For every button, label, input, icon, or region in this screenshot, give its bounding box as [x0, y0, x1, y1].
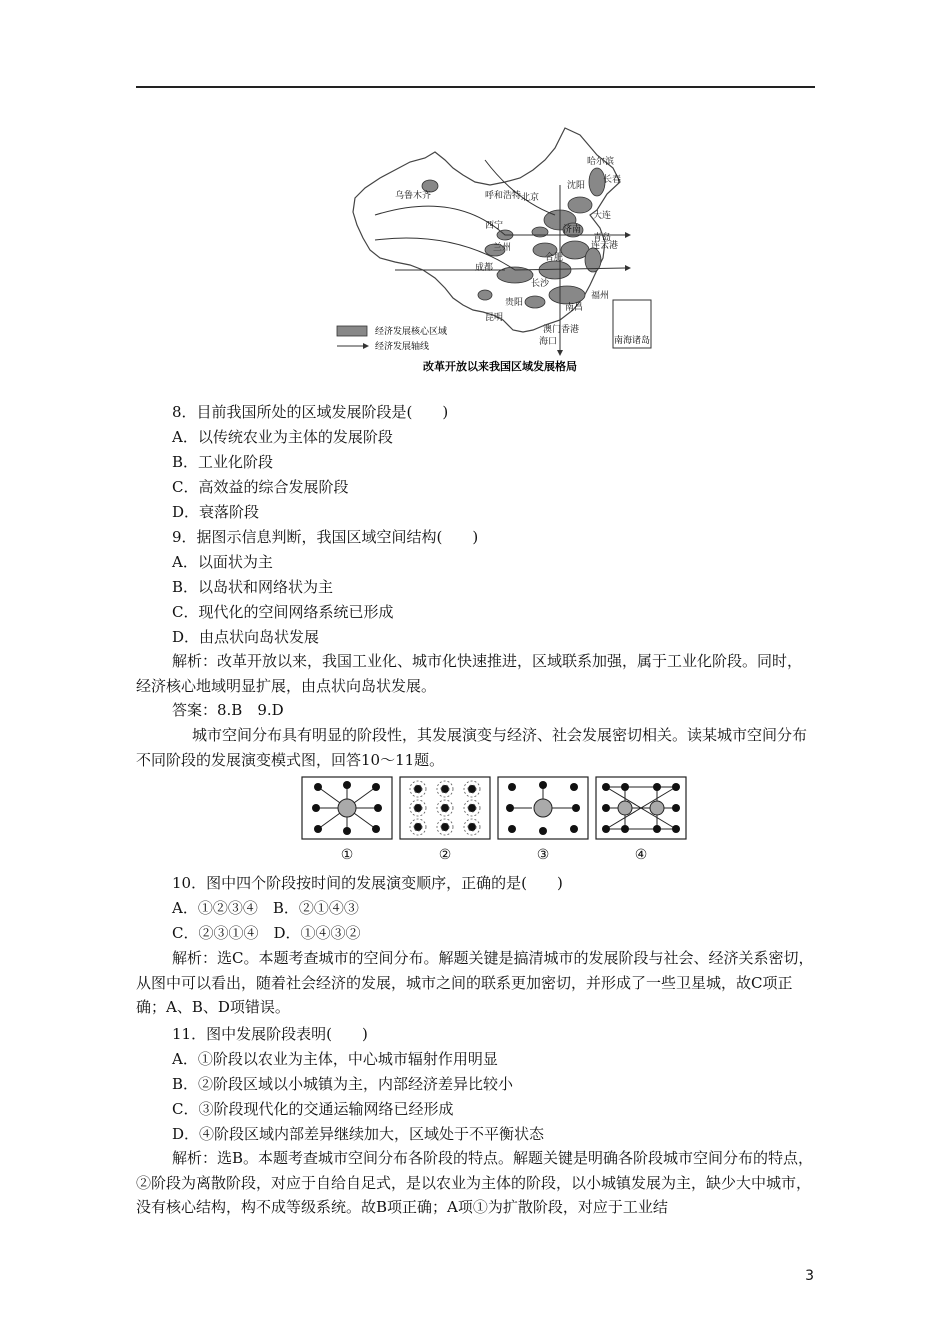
q9-option-b: B．以岛状和网络状为主: [172, 578, 334, 596]
header-rule: [136, 86, 815, 88]
q9-option-d: D．由点状向岛状发展: [172, 628, 320, 646]
q8-option-a: A．以传统农业为主体的发展阶段: [172, 428, 393, 446]
q8-option-b: B．工业化阶段: [172, 453, 274, 471]
svg-text:北京: 北京: [521, 193, 540, 203]
inset-label: 南海诸岛: [613, 336, 651, 346]
svg-text:香港: 香港: [561, 325, 580, 335]
q11-option-a: A．①阶段以农业为主体，中心城市辐射作用明显: [172, 1050, 498, 1068]
answer-8-9: 答案：8.B 9.D: [172, 701, 284, 719]
stage-label-3: ③: [536, 847, 550, 863]
svg-text:昆明: 昆明: [485, 313, 504, 323]
stage-label-1: ①: [340, 847, 354, 863]
q8-option-c: C．高效益的综合发展阶段: [172, 478, 349, 496]
svg-text:贵阳: 贵阳: [505, 298, 524, 308]
svg-text:合肥: 合肥: [545, 253, 564, 263]
stage-label-4: ④: [634, 847, 648, 863]
svg-text:青岛: 青岛: [593, 233, 612, 243]
svg-text:海口: 海口: [539, 337, 558, 347]
svg-text:西宁: 西宁: [485, 221, 504, 231]
legend-axis-label: 经济发展轴线: [375, 342, 430, 352]
stage-1-panel: [302, 777, 392, 839]
q9-stem: 9．据图示信息判断，我国区域空间结构( ): [172, 528, 479, 546]
q8-stem: 8．目前我国所处的区域发展阶段是( ): [172, 403, 449, 421]
stage-2-panel: [400, 777, 490, 839]
svg-text:沈阳: 沈阳: [567, 181, 586, 191]
svg-text:乌鲁木齐: 乌鲁木齐: [395, 191, 432, 201]
q11-option-c: C．③阶段现代化的交通运输网络已经形成: [172, 1100, 454, 1118]
page-number: 3: [805, 1268, 814, 1284]
svg-text:呼和浩特: 呼和浩特: [485, 191, 522, 201]
q9-option-c: C．现代化的空间网络系统已形成: [172, 603, 394, 621]
svg-text:澳门: 澳门: [543, 325, 562, 335]
analysis-8-9: 解析：改革开放以来，我国工业化、城市化快速推进，区域联系加强，属于工业化阶段。同时，经济核心地域明显扩展，由点状向岛状发展。: [136, 652, 803, 695]
svg-text:成都: 成都: [475, 263, 494, 273]
analysis-11: 解析：选B。本题考查城市空间分布各阶段的特点。解题关键是明确各阶段城市空间分布的特点，②阶段为离散阶段，对应于自给自足式，是以农业为主体的阶段，以小城镇发展为主，缺少大中城市，没有核心结构，构不成等级系统。故B项正确；A项①为扩散阶段，对应于工业结: [136, 1149, 814, 1216]
svg-text:南昌: 南昌: [565, 303, 584, 313]
svg-text:哈尔滨: 哈尔滨: [587, 157, 615, 167]
city-stage-diagrams: [300, 775, 690, 865]
q8-option-d: D．衰落阶段: [172, 503, 260, 521]
china-development-map: [335, 120, 665, 375]
svg-text:济南: 济南: [563, 225, 582, 235]
q11-option-d: D．④阶段区域内部差异继续加大，区域处于不平衡状态: [172, 1125, 545, 1143]
svg-text:兰州: 兰州: [493, 243, 512, 253]
svg-text:长沙: 长沙: [531, 279, 550, 289]
stage-label-2: ②: [438, 847, 452, 863]
analysis-10: 解析：选C。本题考查城市的空间分布。解题关键是搞清城市的发展阶段与社会、经济关系密切，从图中可以看出，随着社会经济的发展，城市之间的联系更加密切，并形成了一些卫星城，故C项正确；A、B、D项错误。: [136, 949, 814, 1016]
q9-option-a: A．以面状为主: [172, 553, 273, 571]
q11-option-b: B．②阶段区域以小城镇为主，内部经济差异比较小: [172, 1075, 514, 1093]
svg-text:福州: 福州: [591, 291, 610, 301]
intro-10-11: 城市空间分布具有明显的阶段性，其发展演变与经济、社会发展密切相关。读某城市空间分布不同阶段的发展演变模式图，回答10～11题。: [136, 726, 808, 769]
q11-stem: 11．图中发展阶段表明( ): [172, 1025, 368, 1043]
svg-text:连云港: 连云港: [591, 241, 619, 251]
stage-3-panel: [498, 777, 588, 839]
map-caption: 改革开放以来我国区域发展格局: [423, 360, 577, 373]
legend-core-label: 经济发展核心区域: [375, 327, 448, 337]
q10-options-line-2: C．②③①④ D．①④③②: [172, 924, 361, 942]
svg-text:长春: 长春: [603, 175, 622, 185]
svg-text:大连: 大连: [593, 211, 612, 221]
stage-4-panel: [596, 777, 686, 839]
q10-options-line-1: A．①②③④ B．②①④③: [172, 899, 359, 917]
q10-stem: 10．图中四个阶段按时间的发展演变顺序，正确的是( ): [172, 874, 563, 892]
